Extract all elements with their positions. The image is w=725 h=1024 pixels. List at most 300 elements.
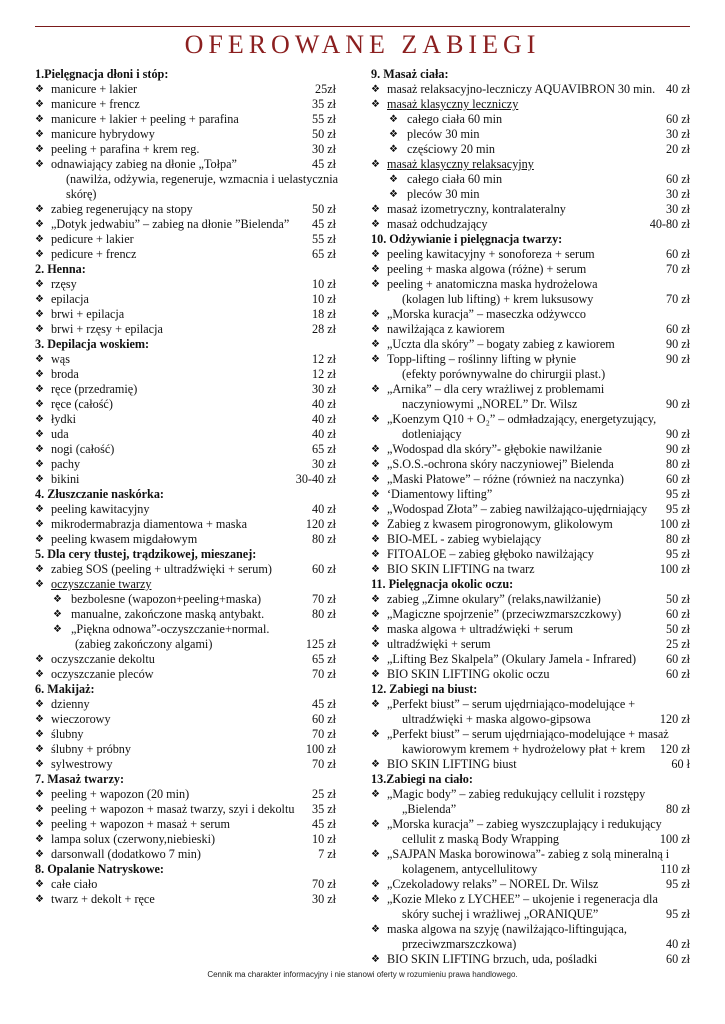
price-row (371, 397, 690, 412)
service-price: 120 zł (659, 742, 690, 756)
diamond-bullet-icon: ❖ (371, 534, 380, 545)
service-name: (efekty porównywalne do chirurgii plast.) (402, 367, 606, 381)
service-price: 30-40 zł (295, 472, 336, 486)
service-price: 40 zł (311, 427, 336, 441)
diamond-bullet-icon: ❖ (389, 114, 398, 125)
service-name: pedicure + frencz (51, 247, 137, 261)
price-row (35, 352, 336, 367)
service-name: broda (51, 367, 79, 381)
service-name: kawiorowym kremem + hydrożelowy płat + krem (402, 742, 646, 756)
service-name: BIO SKIN LIFTING na twarz (387, 562, 535, 576)
diamond-bullet-icon: ❖ (35, 399, 44, 410)
price-row (371, 277, 690, 292)
price-row (371, 847, 690, 862)
service-price: 55 zł (311, 232, 336, 246)
price-row (35, 637, 336, 652)
section-heading (35, 337, 336, 352)
diamond-bullet-icon: ❖ (371, 849, 380, 860)
service-name: całego ciała 60 min (407, 112, 503, 126)
service-name: peeling + anatomiczna maska hydrożelowa (387, 277, 598, 291)
service-name: pleców 30 min (407, 127, 480, 141)
diamond-bullet-icon: ❖ (389, 189, 398, 200)
service-price: 65 zł (311, 442, 336, 456)
service-name: łydki (51, 412, 77, 426)
price-row (371, 157, 690, 172)
service-name: wąs (51, 352, 70, 366)
service-price: 45 zł (311, 697, 336, 711)
price-row (371, 652, 690, 667)
service-price: 70 zł (311, 667, 336, 681)
diamond-bullet-icon: ❖ (371, 459, 380, 470)
diamond-bullet-icon: ❖ (35, 459, 44, 470)
service-name: skóry suchej i wrażliwej „ORANIQUE” (402, 907, 599, 921)
service-name: zabieg regenerujący na stopy (51, 202, 193, 216)
section-heading (35, 67, 336, 82)
price-row (371, 382, 690, 397)
service-name: peeling + wapozon + masaż + serum (51, 817, 231, 831)
service-name: pedicure + lakier (51, 232, 134, 246)
service-name: (nawilża, odżywia, regeneruje, wzmacnia i uelastycznia (66, 172, 339, 186)
section-title: 9. Masaż ciała: (371, 67, 449, 81)
service-name: BIO-MEL - zabieg wybielający (387, 532, 542, 546)
service-price: 40 zł (311, 397, 336, 411)
diamond-bullet-icon: ❖ (35, 714, 44, 725)
service-price: 90 zł (665, 337, 690, 351)
price-row (35, 892, 336, 907)
service-price: 35 zł (311, 802, 336, 816)
diamond-bullet-icon: ❖ (371, 324, 380, 335)
service-price: 70 zł (311, 727, 336, 741)
price-row (371, 607, 690, 622)
diamond-bullet-icon: ❖ (35, 294, 44, 305)
diamond-bullet-icon: ❖ (371, 339, 380, 350)
service-name: darsonwall (dodatkowo 7 min) (51, 847, 201, 861)
diamond-bullet-icon: ❖ (371, 264, 380, 275)
service-name: pleców 30 min (407, 187, 480, 201)
price-row (35, 142, 336, 157)
diamond-bullet-icon: ❖ (35, 879, 44, 890)
price-row (371, 802, 690, 817)
diamond-bullet-icon: ❖ (35, 834, 44, 845)
price-row (371, 97, 690, 112)
left-column (35, 67, 339, 907)
diamond-bullet-icon: ❖ (35, 579, 44, 590)
service-price: 95 zł (665, 487, 690, 501)
price-row (371, 952, 690, 967)
service-price: 60 zł (665, 667, 690, 681)
service-price: 55 zł (311, 112, 336, 126)
section-heading (35, 487, 336, 502)
service-price: 95 zł (665, 877, 690, 891)
price-row (35, 367, 336, 382)
price-row (371, 727, 690, 742)
service-name: całe ciało (51, 877, 98, 891)
diamond-bullet-icon: ❖ (35, 429, 44, 440)
price-row (35, 817, 336, 832)
diamond-bullet-icon: ❖ (35, 444, 44, 455)
service-price: 120 zł (659, 712, 690, 726)
price-row (35, 757, 336, 772)
service-name: „Wodospad dla skóry”- głębokie nawilżanie (387, 442, 602, 456)
service-price: 60 zł (665, 472, 690, 486)
price-row (35, 517, 336, 532)
service-name: „Magic body” – zabieg redukujący cellulit i rozstępy (387, 787, 646, 801)
price-row (371, 487, 690, 502)
service-price: 80 zł (311, 607, 336, 621)
service-price: 80 zł (665, 457, 690, 471)
top-rule (35, 26, 690, 27)
price-row (35, 742, 336, 757)
service-price: 70 zł (311, 877, 336, 891)
service-price: 90 zł (665, 352, 690, 366)
service-name: maska algowa na szyję (nawilżająco-liftingująca, (387, 922, 627, 936)
service-name: masaż izometryczny, kontralateralny (387, 202, 566, 216)
price-row (371, 547, 690, 562)
service-name: Topp-lifting – roślinny lifting w płynie (387, 352, 577, 366)
service-price: 60 zł (311, 562, 336, 576)
page-title: OFEROWANE ZABIEGI (184, 30, 541, 59)
service-name: bezbolesne (wapozon+peeling+maska) (71, 592, 262, 606)
price-row (35, 832, 336, 847)
service-price: 30 zł (311, 382, 336, 396)
price-row (371, 862, 690, 877)
price-row (35, 712, 336, 727)
price-row (35, 727, 336, 742)
price-row (371, 82, 690, 97)
service-name: „Piękna odnowa”-oczyszczanie+normal. (71, 622, 270, 636)
service-name: rzęsy (51, 277, 77, 291)
service-price: 40 zł (665, 937, 690, 951)
price-row (371, 127, 690, 142)
service-name: BIO SKIN LIFTING biust (387, 757, 517, 771)
diamond-bullet-icon: ❖ (35, 849, 44, 860)
diamond-bullet-icon: ❖ (371, 279, 380, 290)
diamond-bullet-icon: ❖ (35, 204, 44, 215)
service-price: 95 zł (665, 547, 690, 561)
service-name: peeling + wapozon (20 min) (51, 787, 190, 801)
service-name: twarz + dekolt + ręce (51, 892, 155, 906)
diamond-bullet-icon: ❖ (371, 384, 380, 395)
service-price: 90 zł (665, 442, 690, 456)
service-name: ‘Diamentowy lifting” (387, 487, 493, 501)
price-row (35, 847, 336, 862)
section-title: 6. Makijaż: (35, 682, 95, 696)
service-name: ręce (przedramię) (51, 382, 138, 396)
service-price: 30 zł (311, 142, 336, 156)
service-price: 28 zł (311, 322, 336, 336)
service-name: „Wodospad Złota” – zabieg nawilżająco-ujędrniający (387, 502, 648, 516)
diamond-bullet-icon: ❖ (389, 129, 398, 140)
diamond-bullet-icon: ❖ (371, 354, 380, 365)
service-price: 12 zł (311, 367, 336, 381)
price-row (35, 217, 336, 232)
service-name: brwi + epilacja (51, 307, 125, 321)
service-price: 40-80 zł (649, 217, 690, 231)
service-price: 60 zł (665, 247, 690, 261)
service-name: kolagenem, antycellulitowy (402, 862, 538, 876)
service-name: BIO SKIN LIFTING okolic oczu (387, 667, 550, 681)
service-price: 80 zł (665, 802, 690, 816)
diamond-bullet-icon: ❖ (371, 729, 380, 740)
service-price: 65 zł (311, 652, 336, 666)
service-name: odnawiający zabieg na dłonie „Tołpa” (51, 157, 237, 171)
diamond-bullet-icon: ❖ (371, 249, 380, 260)
service-price: 70 zł (665, 292, 690, 306)
service-price: 70 zł (311, 592, 336, 606)
diamond-bullet-icon: ❖ (371, 444, 380, 455)
price-row (35, 667, 336, 682)
service-name: uda (51, 427, 69, 441)
diamond-bullet-icon: ❖ (35, 414, 44, 425)
service-price: 25 zł (665, 637, 690, 651)
diamond-bullet-icon: ❖ (371, 504, 380, 515)
service-price: 45 zł (311, 157, 336, 171)
service-name: (kolagen lub lifting) + krem luksusowy (402, 292, 594, 306)
diamond-bullet-icon: ❖ (35, 114, 44, 125)
price-row (371, 637, 690, 652)
diamond-bullet-icon: ❖ (371, 84, 380, 95)
right-column (371, 67, 690, 967)
service-name: ręce (całość) (51, 397, 113, 411)
price-row (371, 817, 690, 832)
service-name: masaż klasyczny leczniczy (387, 97, 519, 111)
service-price: 60 zł (665, 172, 690, 186)
price-row (35, 277, 336, 292)
price-row (35, 802, 336, 817)
service-price: 95 zł (665, 907, 690, 921)
service-name: „Morska kuracja” – zabieg wyszczuplający i redukujący (387, 817, 662, 831)
price-row (371, 892, 690, 907)
diamond-bullet-icon: ❖ (389, 174, 398, 185)
section-title: 11. Pielęgnacja okolic oczu: (371, 577, 514, 591)
service-price: 60 ł (671, 757, 690, 771)
service-name: „Bielenda” (402, 802, 457, 816)
service-name: wieczorowy (51, 712, 111, 726)
service-price: 7 zł (318, 847, 336, 861)
service-name: oczyszczanie pleców (51, 667, 154, 681)
service-name: „Lifting Bez Skalpela” (Okulary Jamela - Infrared) (387, 652, 637, 666)
service-price: 25zł (315, 82, 336, 96)
section-heading (371, 67, 690, 82)
price-row (371, 757, 690, 772)
diamond-bullet-icon: ❖ (35, 354, 44, 365)
service-name: częściowy 20 min (407, 142, 495, 156)
price-row (35, 127, 336, 142)
service-name: oczyszczanie twarzy (51, 577, 152, 591)
diamond-bullet-icon: ❖ (371, 219, 380, 230)
service-name: peeling kwasem migdałowym (51, 532, 198, 546)
service-name: ultradźwięki + maska algowo-gipsowa (402, 712, 591, 726)
diamond-bullet-icon: ❖ (371, 159, 380, 170)
diamond-bullet-icon: ❖ (35, 369, 44, 380)
section-heading (35, 262, 336, 277)
price-row (371, 832, 690, 847)
price-row (371, 172, 690, 187)
service-name: ślubny (51, 727, 84, 741)
price-row (371, 457, 690, 472)
footer-note: Cennik ma charakter informacyjny i nie stanowi oferty w rozumieniu prawa handlowego. (207, 970, 518, 979)
service-price: 50 zł (665, 592, 690, 606)
price-row (371, 922, 690, 937)
service-name: manicure + lakier + peeling + parafina (51, 112, 239, 126)
diamond-bullet-icon: ❖ (35, 249, 44, 260)
price-row (35, 247, 336, 262)
diamond-bullet-icon: ❖ (35, 669, 44, 680)
price-row (35, 322, 336, 337)
price-row (35, 457, 336, 472)
section-title: 10. Odżywianie i pielęgnacja twarzy: (371, 232, 563, 246)
service-price: 25 zł (311, 787, 336, 801)
service-name: „Perfekt biust” – serum ujędrniająco-modelujące + masaż (387, 727, 669, 741)
diamond-bullet-icon: ❖ (371, 564, 380, 575)
diamond-bullet-icon: ❖ (371, 594, 380, 605)
section-heading (371, 682, 690, 697)
service-name: oczyszczanie dekoltu (51, 652, 155, 666)
diamond-bullet-icon: ❖ (371, 489, 380, 500)
service-price: 40 zł (311, 412, 336, 426)
section-heading (371, 577, 690, 592)
service-price: 50 zł (311, 127, 336, 141)
service-name: „SAJPAN Maska borowinowa”- zabieg z solą mineralną i (387, 847, 670, 861)
service-name: „Morska kuracja” – maseczka odżywcco (387, 307, 586, 321)
diamond-bullet-icon: ❖ (371, 474, 380, 485)
diamond-bullet-icon: ❖ (371, 954, 380, 965)
section-heading (35, 682, 336, 697)
service-price: 18 zł (311, 307, 336, 321)
diamond-bullet-icon: ❖ (35, 384, 44, 395)
diamond-bullet-icon: ❖ (35, 744, 44, 755)
service-price: 60 zł (665, 652, 690, 666)
price-row (371, 247, 690, 262)
service-price: 12 zł (311, 352, 336, 366)
diamond-bullet-icon: ❖ (35, 99, 44, 110)
diamond-bullet-icon: ❖ (371, 99, 380, 110)
price-row (35, 427, 336, 442)
section-title: 5. Dla cery tłustej, trądzikowej, mieszanej: (35, 547, 257, 561)
diamond-bullet-icon: ❖ (35, 894, 44, 905)
service-name: mikrodermabrazja diamentowa + maska (51, 517, 248, 531)
diamond-bullet-icon: ❖ (371, 519, 380, 530)
section-title: 7. Masaż twarzy: (35, 772, 125, 786)
price-row (371, 352, 690, 367)
section-title: 2. Henna: (35, 262, 86, 276)
service-name: zabieg „Zimne okulary” (relaks,nawilżanie) (387, 592, 601, 606)
service-price: 65 zł (311, 247, 336, 261)
price-row (35, 82, 336, 97)
service-name: peeling kawitacyjny + sonoforeza + serum (387, 247, 595, 261)
service-price: 125 zł (305, 637, 336, 651)
price-row (371, 667, 690, 682)
price-row (371, 622, 690, 637)
price-row (371, 697, 690, 712)
diamond-bullet-icon: ❖ (371, 414, 380, 425)
price-row (35, 532, 336, 547)
price-row (35, 112, 336, 127)
price-row (35, 172, 339, 187)
diamond-bullet-icon: ❖ (35, 819, 44, 830)
service-name: brwi + rzęsy + epilacja (51, 322, 163, 336)
service-name: „Dotyk jedwabiu” – zabieg na dłonie ”Bielenda” (51, 217, 290, 231)
service-price: 45 zł (311, 217, 336, 231)
diamond-bullet-icon: ❖ (35, 324, 44, 335)
price-row (35, 157, 336, 172)
service-name: przeciwzmarszczkowa) (402, 937, 517, 951)
diamond-bullet-icon: ❖ (35, 84, 44, 95)
price-row (35, 562, 336, 577)
diamond-bullet-icon: ❖ (371, 654, 380, 665)
diamond-bullet-icon: ❖ (35, 504, 44, 515)
price-row (371, 322, 690, 337)
price-row (35, 787, 336, 802)
price-row (35, 232, 336, 247)
service-price: 60 zł (665, 112, 690, 126)
diamond-bullet-icon: ❖ (371, 609, 380, 620)
diamond-bullet-icon: ❖ (53, 624, 62, 635)
diamond-bullet-icon: ❖ (35, 729, 44, 740)
price-row (371, 787, 690, 802)
price-row (371, 307, 690, 322)
service-price: 100 zł (659, 832, 690, 846)
diamond-bullet-icon: ❖ (371, 699, 380, 710)
diamond-bullet-icon: ❖ (35, 804, 44, 815)
service-name: masaż relaksacyjno-leczniczy AQUAVIBRON 30 min. (387, 82, 656, 96)
diamond-bullet-icon: ❖ (371, 204, 380, 215)
price-row (371, 742, 690, 757)
service-price: 70 zł (665, 262, 690, 276)
diamond-bullet-icon: ❖ (35, 159, 44, 170)
service-price: 30 zł (311, 457, 336, 471)
price-row (371, 907, 690, 922)
price-row (371, 142, 690, 157)
price-row (371, 112, 690, 127)
price-row (371, 592, 690, 607)
service-price: 80 zł (311, 532, 336, 546)
service-name: FITOALOE – zabieg głęboko nawilżający (387, 547, 594, 561)
service-price: 30 zł (665, 127, 690, 141)
price-row (371, 427, 690, 442)
service-name: manicure hybrydowy (51, 127, 155, 141)
price-row (371, 937, 690, 952)
service-name: „Magiczne spojrzenie” (przeciwzmarszczkowy) (387, 607, 622, 621)
diamond-bullet-icon: ❖ (371, 789, 380, 800)
service-name: „Maski Płatowe” – różne (również na naczynka) (387, 472, 624, 486)
diamond-bullet-icon: ❖ (371, 924, 380, 935)
price-row (35, 577, 336, 592)
price-row (35, 502, 336, 517)
diamond-bullet-icon: ❖ (35, 219, 44, 230)
price-row (35, 412, 336, 427)
section-heading (35, 862, 336, 877)
price-row (371, 202, 690, 217)
section-heading (371, 772, 690, 787)
price-row (35, 202, 336, 217)
service-name: nogi (całość) (51, 442, 115, 456)
diamond-bullet-icon: ❖ (35, 789, 44, 800)
price-row (35, 592, 336, 607)
price-row (35, 397, 336, 412)
section-heading (35, 772, 336, 787)
service-name: maska algowa + ultradźwięki + serum (387, 622, 574, 636)
diamond-bullet-icon: ❖ (35, 534, 44, 545)
service-name: cellulit z maską Body Wrapping (402, 832, 560, 846)
service-name: sylwestrowy (51, 757, 113, 771)
diamond-bullet-icon: ❖ (371, 819, 380, 830)
section-heading (35, 547, 336, 562)
diamond-bullet-icon: ❖ (371, 759, 380, 770)
price-row (35, 292, 336, 307)
diamond-bullet-icon: ❖ (53, 609, 62, 620)
price-row (371, 292, 690, 307)
